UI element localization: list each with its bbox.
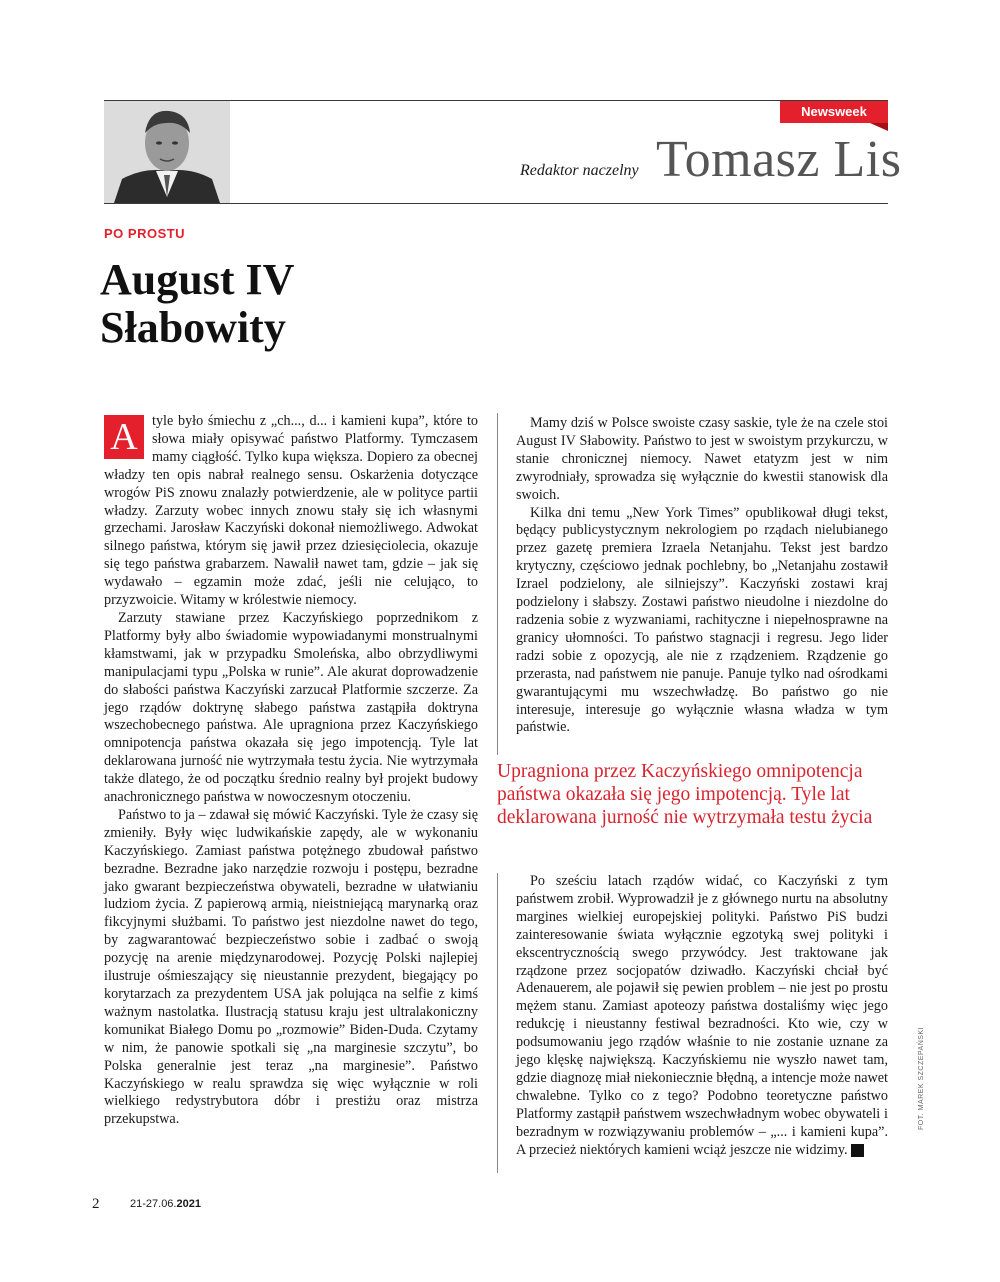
issue-year: 2021 [176,1198,201,1210]
paragraph-4: Mamy dziś w Polsce swoiste czasy saskie, tyle że na czele stoi August IV Słabowity. Państwo to jest w swoistym przykurczu, w stanie chronicznej niemocy. Nawet etatyzm jest w nim zwyrodniały, sprowadza się wyłącznie do kwestii stanowisk dla swoich. [516,415,888,503]
paragraph-1-text: tyle było śmiechu z „ch..., d... i kamieni kupa”, które to słowa miały opisywać państwo Platformy. Tymczasem mamy ciągłość. Tylko kupa większa. Dopiero za obecnej władzy ten opis nabrał realnego sensu. Oskarżenia dotyczące wrogów PiS znowu znalazły potwierdzenie, ale w polityce partii władzy. Zarzuty wobec innych znowu stały się ich własnymi grzechami. Jarosław Kaczyński dokonał niemożliwego. Adwokat silnego państwa, którym się jawił przez dziesięciolecia, okazuje się tego państwa grabarzem. Nawalił nawet tam, gdzie – jak się wydawało – egzamin może zdać, jeśli nie celująco, to przyzwoicie. Witamy w królestwie niemocy. [104,413,478,609]
badge-tail [870,123,888,131]
title-line-1: August IV [100,255,295,304]
drop-cap: A [104,415,144,459]
paragraph-1 [104,413,478,610]
column-divider-lower [497,873,498,1173]
end-mark-icon: N [851,1144,864,1157]
right-column-top [516,415,888,737]
section-label: PO PROSTU [104,226,186,241]
header-bottom-rule [104,203,888,204]
editor-name: Tomasz Lis [656,131,902,188]
issue-date-range: 21-27.06. [130,1198,177,1210]
newsweek-badge: Newsweek [780,101,888,123]
pull-quote: Upragniona przez Kaczyńskiego omnipotencja państwa okazała się jego impotencją. Tyle lat deklarowana jurność nie wytrzymała testu życia [497,761,873,828]
page-number: 2 [92,1196,100,1212]
portrait-image [104,101,230,203]
paragraph-6-text: Po sześciu latach rządów widać, co Kaczyński z tym państwem zrobił. Wyprowadził je z głównego nurtu na absolutny margines wielkiej europejskiej polityki. Państwo PiS budzi zainteresowanie świata wyłącznie egzotyką swej polityki i ekscentrycznością swego przywódcy. Jest traktowane jak rządzone przez socjopatów dziwadło. Kaczyński chciał być Adenauerem, ale pojawił się pewien problem – nie jest po prostu mężem stanu. Zamiast apoteozy państwa dostaliśmy więc jego redukcję i nieustanny festiwal bezradności. Kto wie, czy w podsumowaniu jego rządów właśnie to nie zostanie uznane za jego klęskę największą. Kaczyńskiemu nie wyszło nawet tam, gdzie diagnozę miał niekoniecznie błędną, a intencje może nawet chwalebne. Tylko co z tego? Podobno teoretyczne państwo Platformy zastąpił państwem wszechwładnym wobec obywateli i bezradnym w rozwiązywaniu problemów – „... i kamieni kupa”. A przecież niektórych kamieni wciąż jeszcze nie widzimy. [516,873,888,1158]
right-column-bottom [516,873,888,1160]
title-line-2: Słabowity [100,303,286,352]
paragraph-3: Państwo to ja – zdawał się mówić Kaczyński. Tyle że czasy się zmieniły. Były więc ludwikańskie zapędy, ale w wykonaniu Kaczyńskiego. Zamiast państwa potężnego zbudował państwo bezradne. Bezradne jako narzędzie rozwoju i postępu, bezradne jako gwarant bezpieczeństwa obywateli, bezradne w ułatwianiu ludziom życia. Z papierową armią, nieistniejącą marynarką oraz fikcyjnymi służbami. To państwo jest niezdolne nawet do tego, by zagwarantować bezpieczeństwo sobie i zadbać o swoją pozycję na arenie międzynarodowej. Pozycję Polski najlepiej ilustruje ośmieszający się nieustannie prezydent, biegający po korytarzach za prezydentem USA jak polująca na selfie z kimś ważnym nastolatka. Ilustracją statusu kraju jest ultralakoniczny komunikat Białego Domu po „rozmowie” Biden-Duda. Czytamy w nim, że panowie spotkali się „na marginesie szczytu”, bo Polska generalnie jest teraz „na marginesie”. Państwo Kaczyńskiego w realu sprawdza się więc wyłącznie w roli wielkiego redystrybutora dóbr i prestiżu oraz mistrza przekupstwa. [104,806,478,1128]
editor-role: Redaktor naczelny [520,162,639,179]
paragraph-2: Zarzuty stawiane przez Kaczyńskiego poprzednikom z Platformy były albo świadomie wypowiadanymi monstrualnymi kłamstwami, jak w przypadku Smoleńska, albo obrzydliwymi manipulacjami typu „Polska w runie”. Ale akurat doprowadzenie do słabości państwa Kaczyński zarzucał Platformie szczerze. Za jego rządów doktrynę słabego państwa zastąpiła doktryna wszechobecnego państwa. Ale upragniona przez Kaczyńskiego omnipotencja państwa okazała się jego impotencją. Tyle lat deklarowana jurność nie wytrzymała testu życia. Nie wytrzymała także dlatego, że od początku średnio realny był projekt budowy anachronicznego państwa w nowoczesnym otoczeniu. [104,609,478,806]
article-title [100,256,294,352]
photo-credit: FOT. MAREK SZCZEPAŃSKI [918,1026,925,1130]
column-divider [497,413,498,755]
left-column [104,413,478,1129]
paragraph-6 [516,873,888,1160]
paragraph-5: Kilka dni temu „New York Times” opublikował długi tekst, będący publicystycznym nekrologiem po rządach nielubianego przez gazetę premiera Izraela Netanjahu. Tekst jest bardzo krytyczny, częściowo jednak pochlebny, bo „Netanjahu zostawił Izrael podzielony, ale silniejszy”. Kaczyński zostawi kraj podzielony i słabszy. Zostawi państwo nieudolne i niezdolne do radzenia sobie z wyzwaniami, rachityczne i niepełnosprawne na granicy ułomności. To państwo stagnacji i regresu. Jego lider radzi sobie z opozycją, ale nie z rządzeniem. Rządzenie go przerasta, nad państwem nie panuje. Panuje tylko nad ośrodkami gwarantującymi mu wszechwładzę. Bo państwo go nie interesuje, interesuje go wyłącznie własna władza w tym państwie. [516,504,888,736]
issue-date [130,1198,201,1210]
editor-portrait [104,101,230,203]
